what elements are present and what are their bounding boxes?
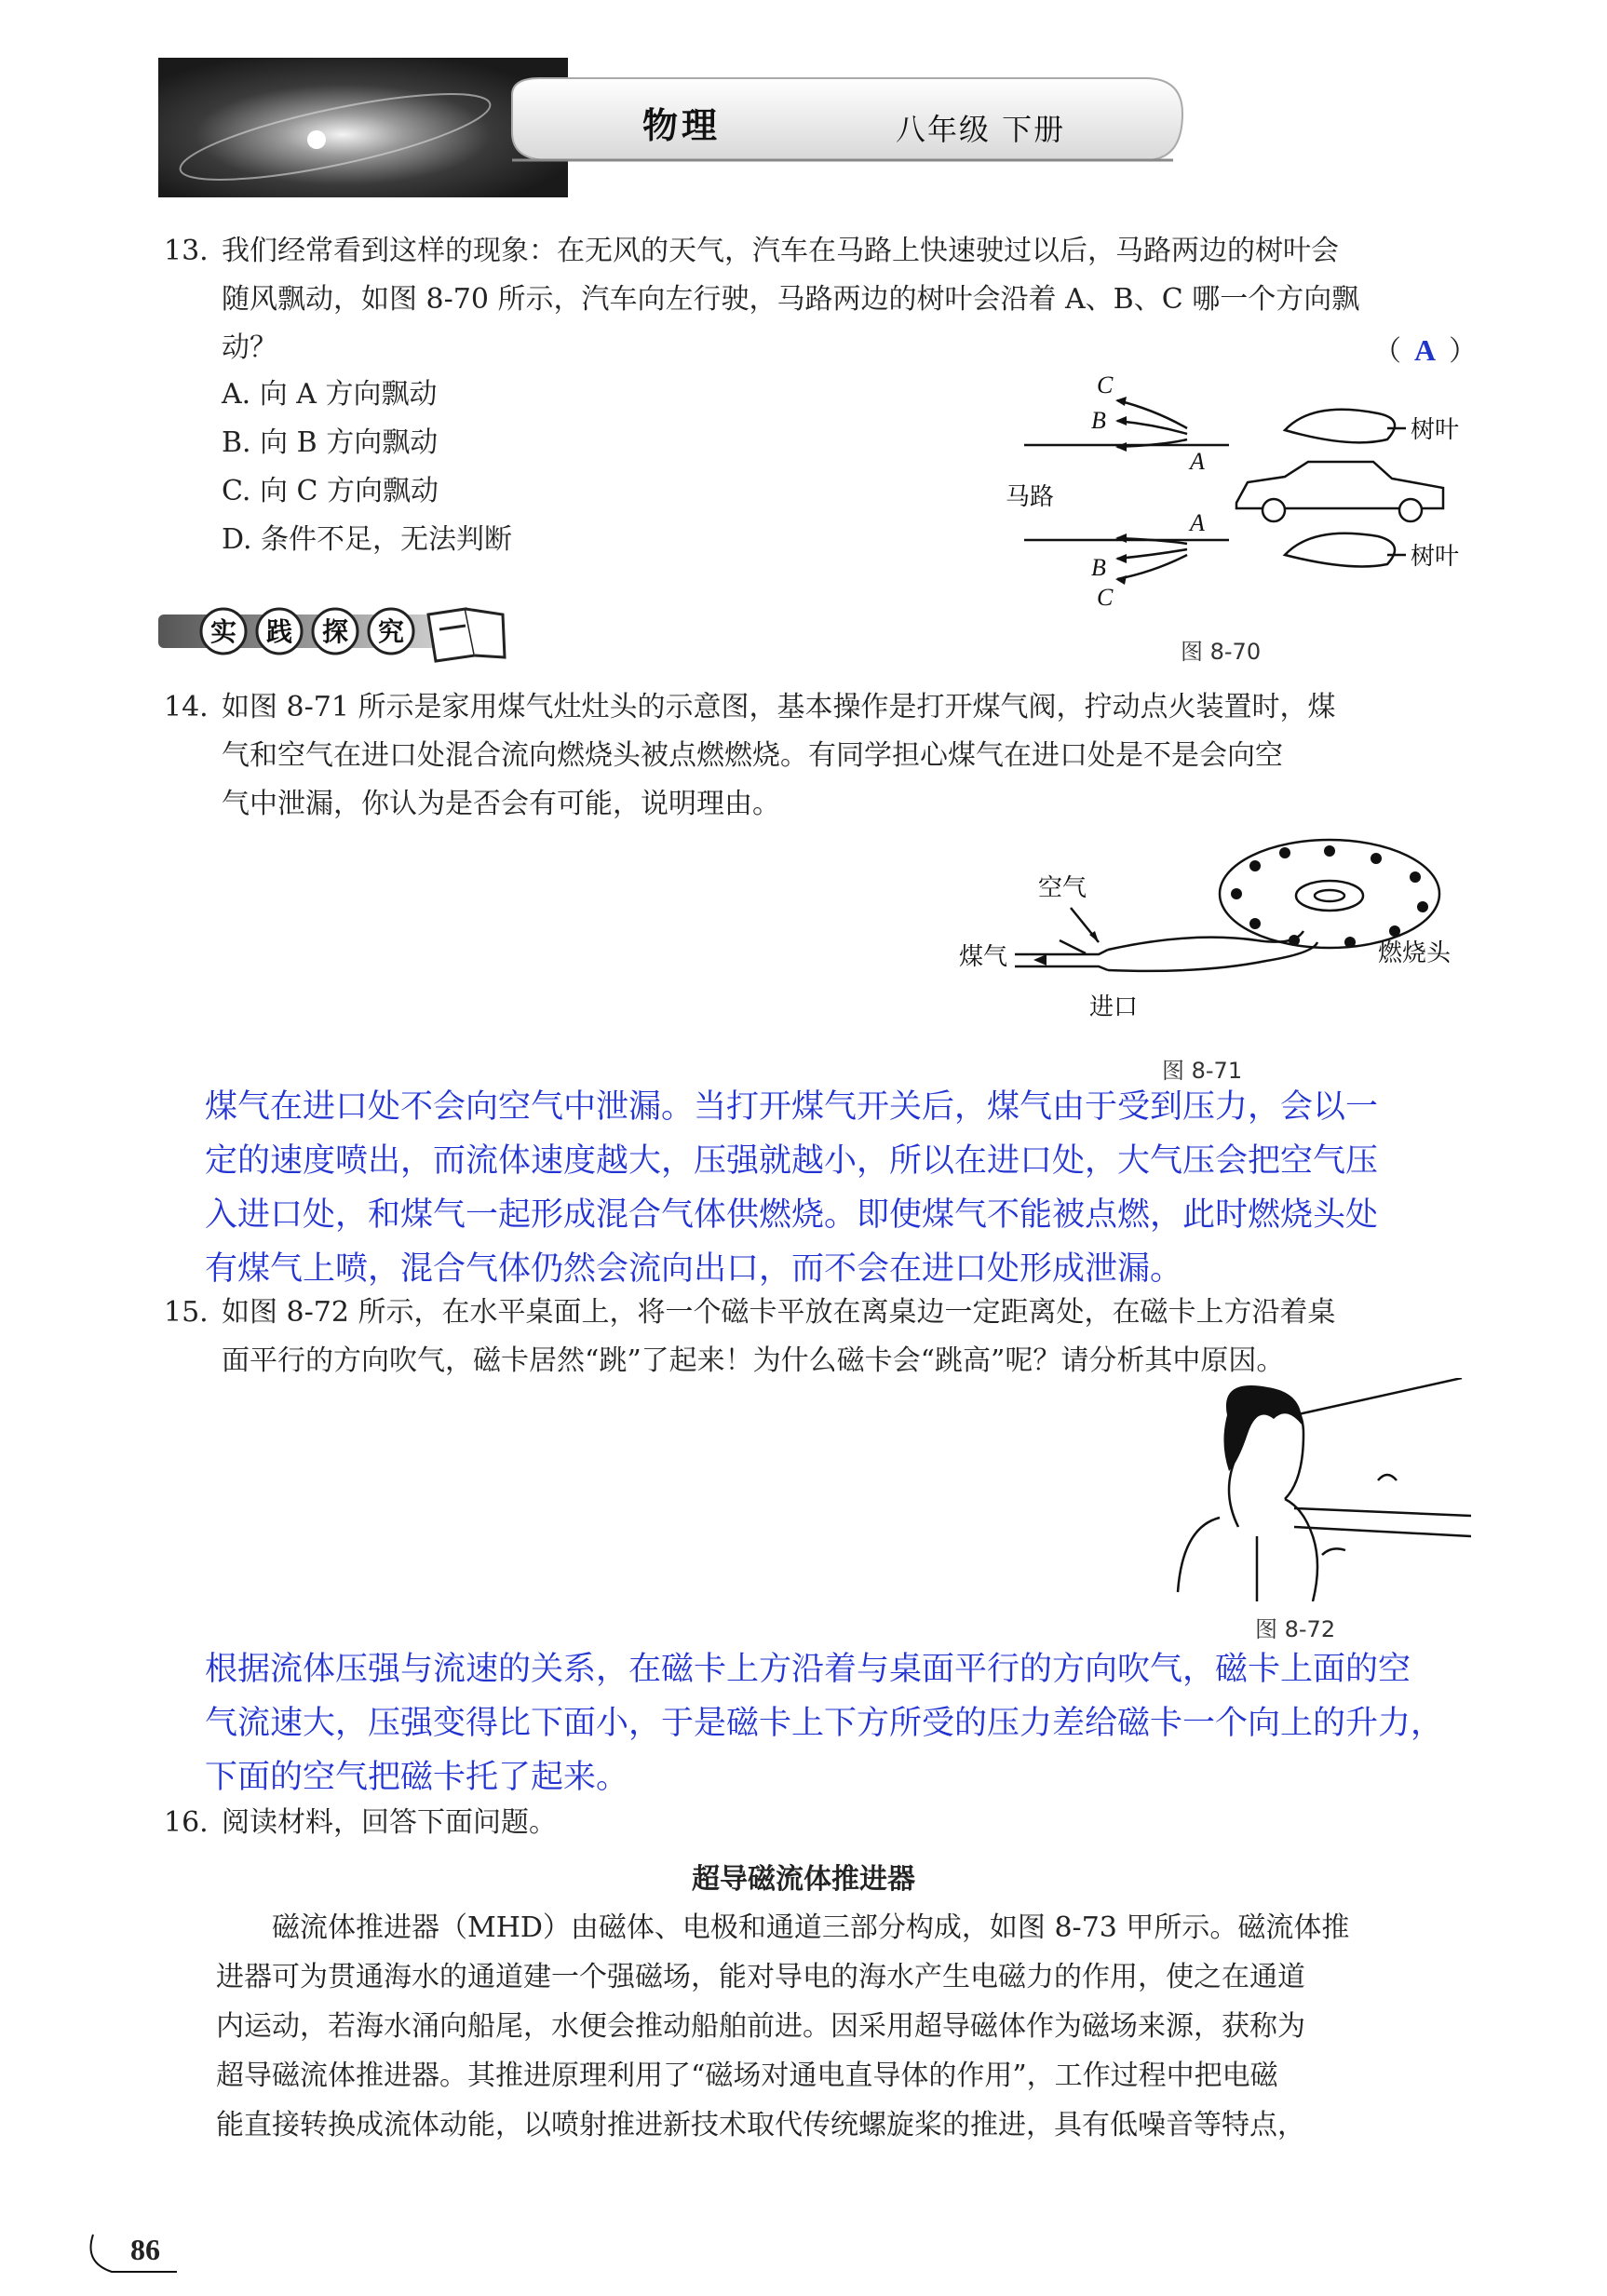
question-text: 随风飘动，如图 8-70 所示，汽车向左行驶，马路两边的树叶会沿着 A、B、C 哪一个方向飘: [222, 283, 1360, 316]
answer-15: 根据流体压强与流速的关系，在磁卡上方沿着与桌面平行的方向吹气，磁卡上面的空 气流速大，压强变得比下面小，于是磁卡上下方所受的压力差给磁卡一个向上的升力， 下面的空气把磁卡托了起来。: [205, 1651, 1444, 1796]
question-number: 14.: [164, 691, 209, 723]
burner-label: 燃烧头: [1378, 939, 1452, 967]
question-16: [164, 1799, 1467, 1847]
svg-text:B: B: [1091, 407, 1106, 434]
option-a: A. 向 A 方向飘动: [222, 378, 438, 411]
option-d: D. 条件不足，无法判断: [222, 523, 513, 556]
question-text: 面平行的方向吹气，磁卡居然“跳”了起来！为什么磁卡会“跳高”呢？请分析其中原因。: [222, 1344, 1285, 1377]
question-text: 如图 8-72 所示，在水平桌面上，将一个磁卡平放在离桌边一定距离处，在磁卡上方沿着桌: [222, 1296, 1336, 1329]
question-text: 我们经常看到这样的现象：在无风的天气，汽车在马路上快速驶过以后，马路两边的树叶会: [222, 235, 1339, 267]
answer-14: 煤气在进口处不会向空气中泄漏。当打开煤气开关后，煤气由于受到压力，会以一 定的速度喷出，而流体速度越大，压强就越小，所以在进口处，大气压会把空气压 入进口处，和煤气一起形成混合气体供燃烧。即使煤气不能被点燃，此时燃烧头处 有煤气上喷，混合气体仍然会流向出口，而不会在进口处形成泄漏。: [205, 1088, 1379, 1288]
figure-caption: 图 8-72: [1255, 1616, 1336, 1642]
leaf-label: 树叶: [1411, 543, 1460, 571]
article-body: 磁流体推进器（MHD）由磁体、电极和通道三部分构成，如图 8-73 甲所示。磁流体推 进器可为贯通海水的通道建一个强磁场，能对导电的海水产生电磁力的作用，使之在通道 内运动，若海水涌向船尾，水便会推动船舶前进。因采用超导磁体作为磁场来源，获称为 超导磁流体推进器。其推进原理利用了“磁场对通电直导体的作用”，工作过程中把电磁 能直接转换成流体动能，以喷射推进新技术取代传统螺旋桨的推进，具有低噪音等特点，: [216, 1911, 1350, 2141]
question-text: 阅读材料，回答下面问题。: [222, 1806, 557, 1839]
question-text: 如图 8-71 所示是家用煤气灶灶头的示意图，基本操作是打开煤气阀，拧动点火装置时，煤: [222, 691, 1336, 723]
question-15: [164, 1289, 1467, 1385]
galaxy-image: [158, 58, 568, 197]
svg-text:实: 实: [209, 616, 237, 647]
option-c: C. 向 C 方向飘动: [222, 475, 439, 507]
svg-text:A: A: [1190, 448, 1205, 475]
option-b: B. 向 B 方向飘动: [222, 426, 439, 459]
question-text: 气和空气在进口处混合流向燃烧头被点燃燃烧。有同学担心煤气在进口处是不是会向空: [222, 739, 1283, 772]
svg-text:C: C: [1097, 372, 1114, 398]
grade-label: 八年级 下册: [896, 112, 1066, 147]
section-banner: [158, 596, 531, 663]
figure-caption: 图 8-70: [1181, 639, 1262, 665]
page-number: 86: [130, 2233, 160, 2266]
svg-text:B: B: [1091, 554, 1106, 581]
answer-letter: A: [1414, 333, 1437, 367]
figure-caption: 图 8-71: [1162, 1058, 1243, 1084]
svg-text:践: 践: [265, 616, 293, 647]
answer-box: （ A ）: [1373, 333, 1478, 368]
figure-8-71: [959, 838, 1471, 1043]
leaf-label: 树叶: [1411, 416, 1460, 444]
question-text: 气中泄漏，你认为是否会有可能，说明理由。: [222, 788, 780, 820]
svg-text:探: 探: [321, 616, 349, 647]
question-13: [164, 227, 1467, 372]
question-14: [164, 683, 1467, 829]
hair-icon: [1223, 1385, 1302, 1471]
figure-8-70: [1006, 372, 1471, 624]
question-number: 15.: [164, 1296, 209, 1329]
question-number: 16.: [164, 1806, 209, 1839]
question-number: 13.: [164, 235, 209, 267]
svg-text:究: 究: [377, 616, 405, 647]
svg-text:A: A: [1190, 509, 1205, 536]
inlet-label: 进口: [1089, 993, 1139, 1021]
article-title: 超导磁流体推进器: [692, 1863, 915, 1896]
svg-text:C: C: [1097, 584, 1114, 611]
book-icon: [428, 609, 505, 661]
road-label: 马路: [1006, 483, 1055, 511]
figure-8-72: [1164, 1378, 1471, 1601]
subject-title: 物理: [642, 105, 722, 146]
gas-label: 煤气: [959, 943, 1008, 971]
question-text: 动？: [222, 331, 277, 364]
air-label: 空气: [1038, 874, 1087, 902]
